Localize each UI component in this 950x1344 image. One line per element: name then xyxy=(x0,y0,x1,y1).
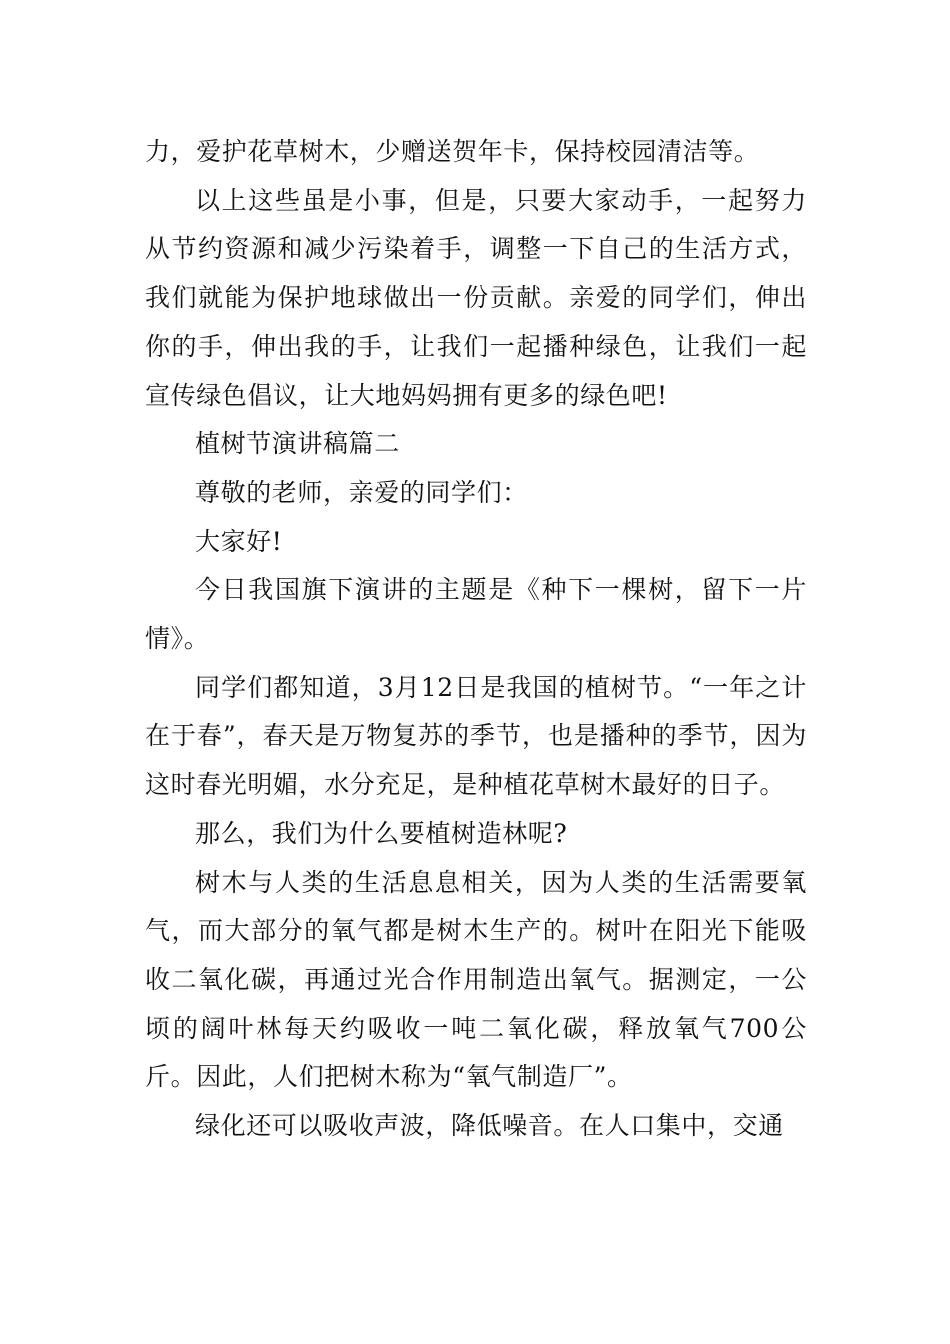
salutation: 尊敬的老师，亲爱的同学们： xyxy=(195,477,528,507)
paragraph: 树木与人类的生活息息相关，因为人类的生活需要氧气，而大部分的氧气都是树木生产的。树叶在阳光下能吸收二氧化碳，再通过光合作用制造出氧气。据测定，一公顷的阔叶林每天约吸收一吨二氧化碳，释放氧气700公斤。因此，人们把树木称为“氧气制造厂”。 xyxy=(145,867,807,1092)
paragraph: 以上这些虽是小事，但是，只要大家动手，一起努力从节约资源和减少污染着手，调整一下自己的生活方式，我们就能为保护地球做出一份贡献。亲爱的同学们，伸出你的手，伸出我的手，让我们一起播种绿色，让我们一起宣传绿色倡议，让大地妈妈拥有更多的绿色吧! xyxy=(145,185,807,410)
paragraph: 同学们都知道，3月12日是我国的植树节。“一年之计在于春”，春天是万物复苏的季节，也是播种的季节，因为这时春光明媚，水分充足，是种植花草树木最好的日子。 xyxy=(145,672,807,800)
paragraph-truncated: 绿化还可以吸收声波，降低噪音。在人口集中，交通 xyxy=(195,1111,784,1141)
paragraph: 今日我国旗下演讲的主题是《种下一棵树，留下一片情》。 xyxy=(145,575,807,654)
paragraph: 那么，我们为什么要植树造林呢? xyxy=(195,818,568,848)
paragraph-continuation: 力，爱护花草树木，少赠送贺年卡，保持校园清洁等。 xyxy=(145,137,760,166)
document-body xyxy=(145,128,807,1151)
greeting: 大家好! xyxy=(195,526,283,556)
section-heading: 植树节演讲稿篇二 xyxy=(195,429,400,459)
